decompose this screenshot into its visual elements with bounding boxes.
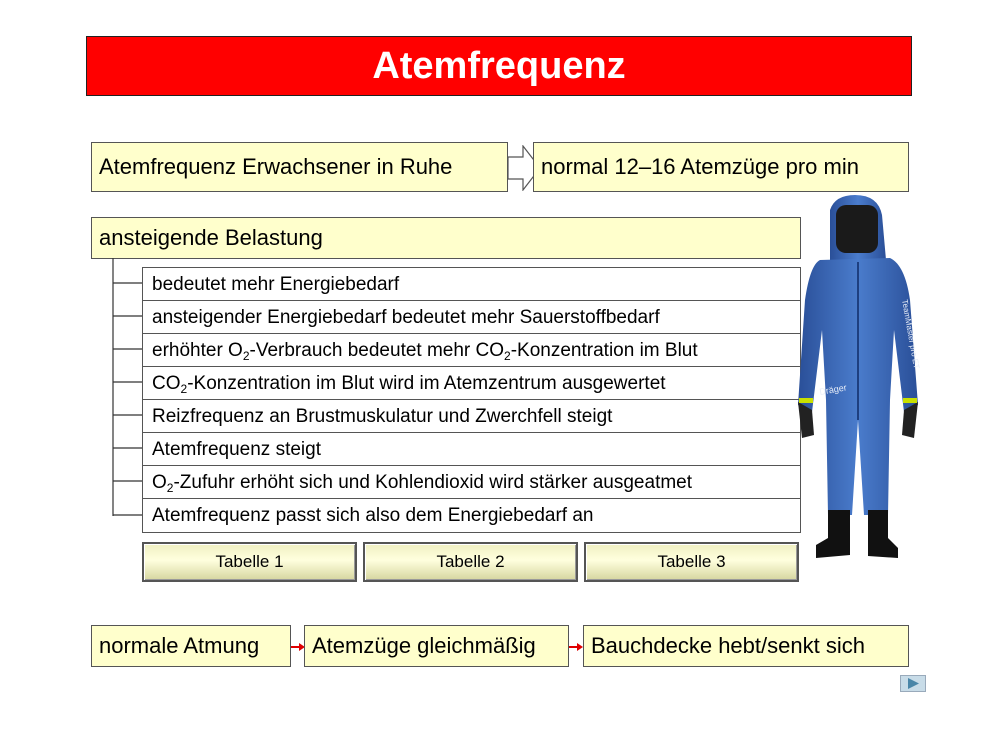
list-item	[143, 499, 800, 532]
rest-rate-label: Atemfrequenz Erwachsener in Ruhe	[91, 142, 508, 192]
list-item-text: O	[152, 472, 167, 493]
normal-breathing-box: normale Atmung	[91, 625, 291, 667]
subscript: 2	[180, 382, 188, 396]
list-item-text: -Verbrauch bedeutet mehr CO	[249, 340, 505, 361]
next-button[interactable]	[900, 675, 926, 692]
list-item	[143, 400, 800, 433]
suit-model-text: TeamMaster pro ET	[900, 298, 922, 370]
subscript: 2	[242, 349, 250, 363]
subscript: 2	[504, 349, 511, 363]
list-item	[143, 301, 800, 334]
list-item-text: ansteigender Energiebedarf bedeutet mehr Sauerstoffbedarf	[152, 307, 660, 328]
page-title: Atemfrequenz	[86, 36, 912, 96]
table-1-button[interactable]: Tabelle 1	[142, 542, 357, 582]
red-arrow-icon	[569, 642, 583, 652]
next-arrow-icon	[901, 676, 925, 691]
list-item	[143, 334, 800, 367]
even-breaths-box: Atemzüge gleichmäßig	[304, 625, 569, 667]
list-item-text: CO	[152, 373, 181, 394]
effects-list	[142, 267, 801, 533]
tree-connector	[112, 258, 144, 520]
list-item-text: -Zufuhr erhöht sich und Kohlendioxid wird stärker ausgeatmet	[173, 472, 693, 493]
rest-rate-value: normal 12–16 Atemzüge pro min	[533, 142, 909, 192]
list-item-text: -Konzentration im Blut wird im Atemzentrum ausgewertet	[187, 373, 666, 394]
table-3-button[interactable]: Tabelle 3	[584, 542, 799, 582]
suit-brand-text: Dräger	[818, 382, 848, 397]
list-item-text: Reizfrequenz an Brustmuskulatur und Zwerchfell steigt	[152, 406, 613, 427]
red-arrow-icon	[291, 642, 305, 652]
list-item-text: erhöhter O	[152, 340, 243, 361]
abdomen-movement-box: Bauchdecke hebt/senkt sich	[583, 625, 909, 667]
list-item	[143, 433, 800, 466]
list-item	[143, 268, 800, 301]
table-2-button[interactable]: Tabelle 2	[363, 542, 578, 582]
list-item	[143, 367, 800, 400]
subscript: 2	[166, 481, 174, 495]
list-item-text: bedeutet mehr Energiebedarf	[152, 274, 400, 295]
chemical-protection-suit-image	[790, 190, 930, 570]
list-item-text: Atemfrequenz passt sich also dem Energiebedarf an	[152, 505, 594, 526]
load-header: ansteigende Belastung	[91, 217, 801, 259]
list-item	[143, 466, 800, 499]
list-item-text: Atemfrequenz steigt	[152, 439, 321, 460]
list-item-text: -Konzentration im Blut	[510, 340, 698, 361]
